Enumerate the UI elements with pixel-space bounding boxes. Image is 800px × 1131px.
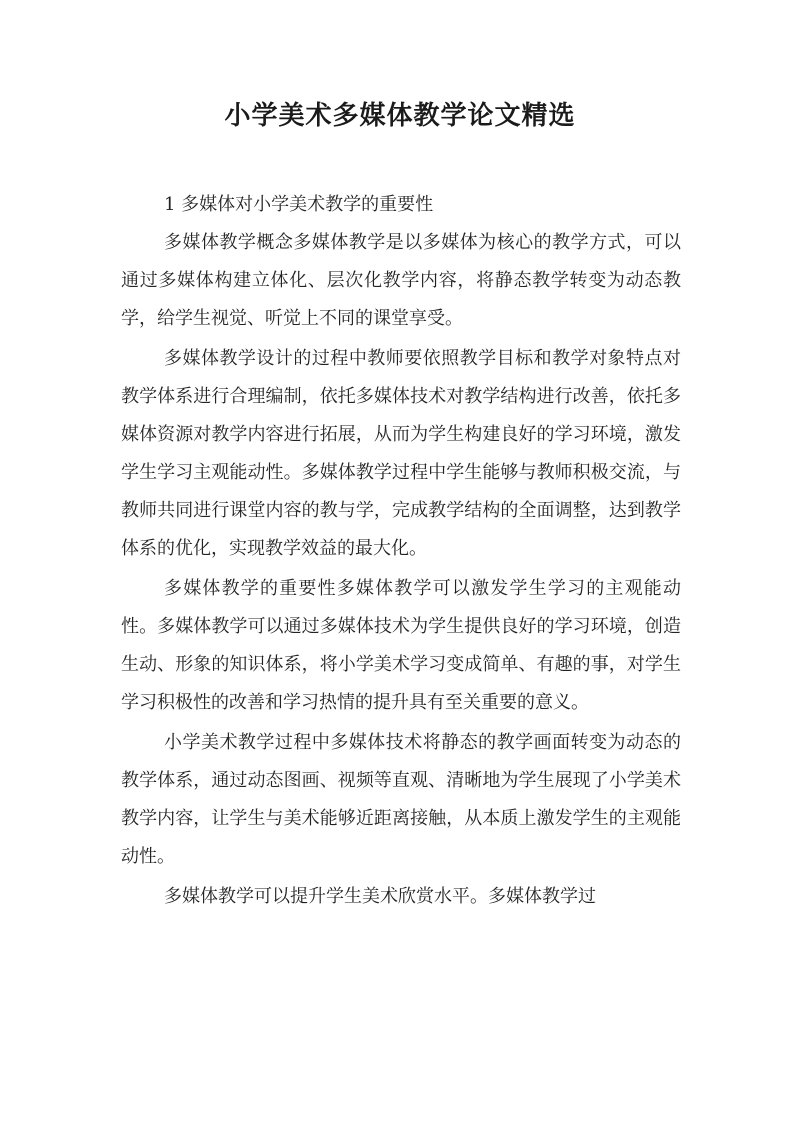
paragraph-multimedia-concept: 多媒体教学概念多媒体教学是以多媒体为核心的教学方式，可以通过多媒体构建立体化、层次化教学内容，将静态教学转变为动态教学，给学生视觉、听觉上不同的课堂享受。 xyxy=(121,232,681,329)
paragraph-appreciation: 多媒体教学可以提升学生美术欣赏水平。多媒体教学过 xyxy=(164,886,596,907)
paragraph-teaching-design: 多媒体教学设计的过程中教师要依照教学目标和教学对象特点对教学体系进行合理编制，依托多媒体技术对教学结构进行改善，依托多媒体资源对教学内容进行拓展，从而为学生构建良好的学习环境，激发学生学习主观能动性。多媒体教学过程中学生能够与教师积极交流，与教师共同进行课堂内容的教与学，完成教学结构的全面调整，达到教学体系的优化，实现教学效益的最大化。 xyxy=(121,348,681,559)
document-body xyxy=(121,186,681,918)
paragraph-importance: 多媒体教学的重要性多媒体教学可以激发学生学习的主观能动性。多媒体教学可以通过多媒体技术为学生提供良好的学习环境，创造生动、形象的知识体系，将小学美术学习变成简单、有趣的事，对学生学习积极性的改善和学习热情的提升具有至关重要的意义。 xyxy=(121,578,681,713)
paragraph-dynamic-teaching: 小学美术教学过程中多媒体技术将静态的教学画面转变为动态的教学体系，通过动态图画、视频等直观、清晰地为学生展现了小学美术教学内容，让学生与美术能够近距离接触，从本质上激发学生的主观能动性。 xyxy=(121,732,681,867)
document-title: 小学美术多媒体教学论文精选 xyxy=(224,101,576,131)
section-heading: 1 多媒体对小学美术教学的重要性 xyxy=(164,194,434,215)
